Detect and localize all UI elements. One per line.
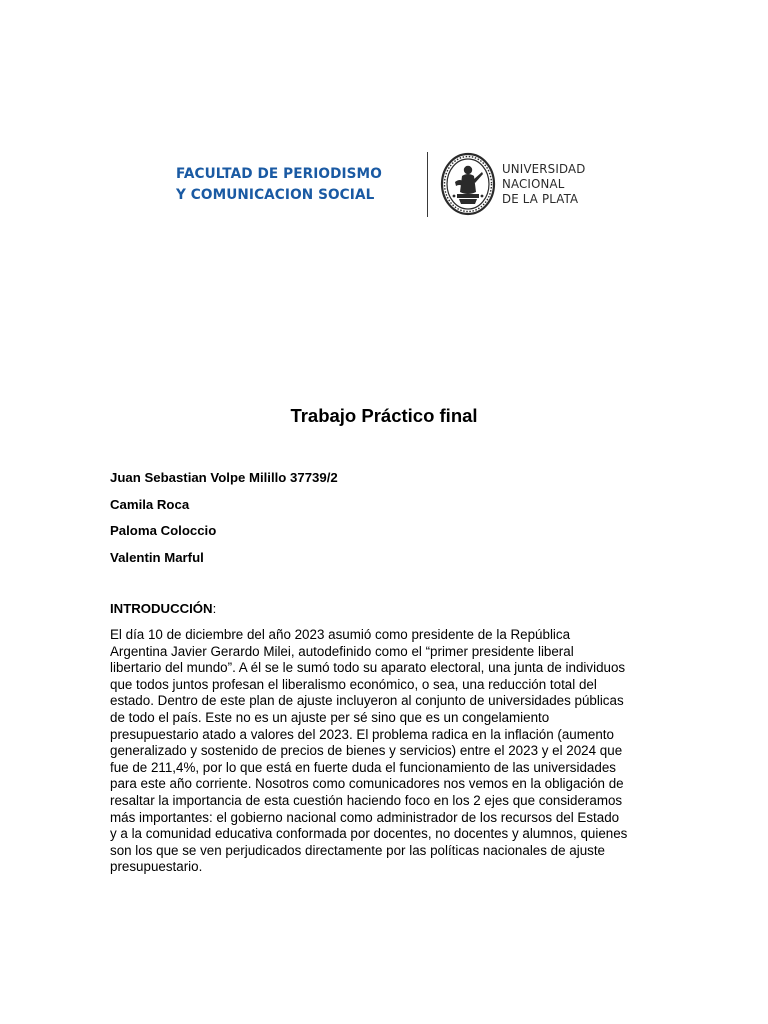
paragraph-line: son los que se ven perjudicados directamente por las políticas nacionales de ajuste [110, 842, 606, 858]
header-banner [112, 112, 656, 402]
paragraph-line: más importantes: el gobierno nacional como administrador de los recursos del Estado [110, 809, 620, 825]
author-item: Juan Sebastian Volpe Milillo 37739/2 [110, 470, 338, 485]
paragraph-line: presupuestario. [110, 859, 203, 875]
paragraph-line: resaltar la importancia de esta cuestión haciendo foco en los 2 ejes que consideramos [110, 792, 623, 808]
faculty-line-1: FACULTAD DE PERIODISMO [176, 166, 382, 182]
document-title: Trabajo Práctico final [290, 405, 478, 426]
university-line-2: NACIONAL [502, 177, 565, 192]
section-heading-label: INTRODUCCIÓN [110, 601, 213, 616]
author-item: Camila Roca [110, 496, 190, 512]
paragraph-line: El día 10 de diciembre del año 2023 asumió como presidente de la República [110, 627, 571, 642]
paragraph-line: y a la comunidad educativa conformada por docentes, no docentes y alumnos, quienes [110, 826, 628, 842]
paragraph-line: fue de 211,4%, por lo que está en fuerte duda el funcionamiento de las universidades [110, 759, 616, 775]
unlp-seal-icon [440, 152, 496, 216]
paragraph-line: estado. Dentro de este plan de ajuste incluyeron al conjunto de universidades públicas [110, 693, 624, 709]
faculty-logo-text [176, 164, 392, 206]
paragraph-line: que todos juntos profesan el liberalismo económico, o sea, una reducción total del [110, 676, 597, 692]
introduction-paragraph [110, 627, 660, 876]
university-line-3: DE LA PLATA [502, 192, 579, 207]
university-line-1: UNIVERSIDAD [502, 162, 586, 177]
paragraph-line: Argentina Javier Gerardo Milei, autodefinido como el “primer presidente liberal [110, 643, 574, 659]
paragraph-line: generalizado y sostenido de precios de bienes y servicios) entre el 2023 y el 2024 que [110, 743, 623, 759]
paragraph-line: presupuestario atado a valores del 2023. El problema radica en la inflación (aumento [110, 726, 614, 742]
paragraph-line: de todo el país. Este no es un ajuste per sé sino que es un congelamiento [110, 709, 550, 725]
logo-divider [427, 152, 428, 217]
author-list [110, 469, 338, 575]
section-heading-introduccion [110, 600, 216, 617]
university-logo-text [502, 162, 586, 207]
faculty-line-2: Y COMUNICACION SOCIAL [176, 187, 375, 203]
author-item: Paloma Coloccio [110, 523, 217, 538]
author-item: Valentin Marful [110, 549, 204, 565]
section-heading-colon: : [212, 601, 217, 616]
paragraph-line: libertario del mundo”. A él se le sumó todo su aparato electoral, una junta de individuos [110, 660, 626, 676]
paragraph-line: para este año corriente. Nosotros como comunicadores nos vemos en la obligación de [110, 776, 624, 792]
